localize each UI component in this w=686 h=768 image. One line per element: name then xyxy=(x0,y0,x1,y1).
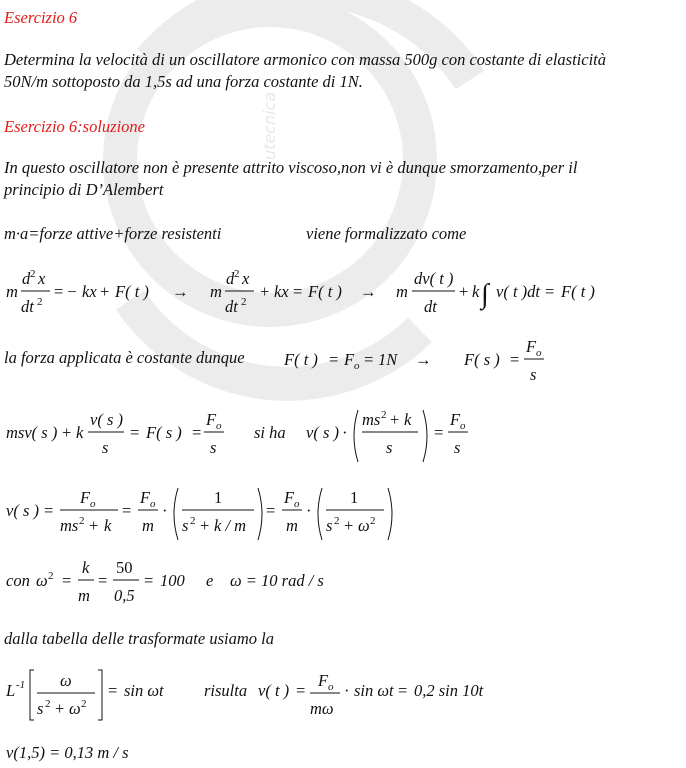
svg-text:m: m xyxy=(286,516,298,535)
svg-text:d: d xyxy=(22,269,31,288)
svg-text:o: o xyxy=(216,420,222,432)
svg-text:o: o xyxy=(90,498,96,510)
svg-text:1N: 1N xyxy=(378,350,398,369)
svg-text:s: s xyxy=(530,365,537,384)
svg-text:2: 2 xyxy=(30,268,36,280)
svg-text:dt: dt xyxy=(21,297,34,316)
equation-force xyxy=(0,332,686,392)
problem-line-2: 50N/m sottoposto da 1,5s ad una forza costante di 1N. xyxy=(4,72,363,91)
svg-text:v( s ): v( s ) xyxy=(6,501,39,520)
svg-text:+: + xyxy=(459,282,469,301)
svg-text:o: o xyxy=(354,360,360,372)
svg-text:1: 1 xyxy=(214,488,223,507)
svg-text:ω: ω xyxy=(36,571,48,590)
svg-text:s: s xyxy=(326,516,333,535)
svg-text:·: · xyxy=(344,681,350,700)
svg-text:=: = xyxy=(122,501,132,520)
svg-text:+: + xyxy=(390,410,400,429)
svg-text:2: 2 xyxy=(48,570,54,582)
svg-text:50: 50 xyxy=(116,558,133,577)
solution-title: Esercizio 6:soluzione xyxy=(4,117,145,136)
svg-text:=: = xyxy=(293,282,303,301)
svg-text:2: 2 xyxy=(37,296,43,308)
svg-text:-1: -1 xyxy=(16,679,26,691)
svg-text:+: + xyxy=(260,282,270,301)
svg-text:ms: ms xyxy=(60,516,79,535)
equation-motion xyxy=(0,262,686,322)
svg-text:2: 2 xyxy=(81,698,87,710)
svg-text:+: + xyxy=(200,516,210,535)
svg-text:F( t ): F( t ) xyxy=(308,282,342,301)
svg-text:ω: ω xyxy=(358,516,370,535)
final-result xyxy=(0,738,686,768)
svg-text:F: F xyxy=(450,410,461,429)
svg-text:=: = xyxy=(98,571,108,590)
svg-text:m: m xyxy=(210,282,222,301)
svg-text:o: o xyxy=(536,347,542,359)
svg-text:F( s ): F( s ) xyxy=(146,423,182,442)
svg-text:o: o xyxy=(328,681,334,693)
svg-text:k: k xyxy=(472,282,480,301)
svg-text:2: 2 xyxy=(381,409,387,421)
svg-text:k: k xyxy=(82,558,90,577)
svg-text:v( s ): v( s ) xyxy=(90,410,123,429)
svg-text:+: + xyxy=(344,516,354,535)
svg-text:→: → xyxy=(415,350,432,369)
svg-text:dt: dt xyxy=(225,297,238,316)
result-text: v(1,5) = 0,13 m / s xyxy=(6,743,129,762)
svg-text:kx: kx xyxy=(82,282,97,301)
risulta-text: risulta xyxy=(204,681,248,700)
exercise-title: Esercizio 6 xyxy=(4,8,78,27)
svg-text:ω: ω xyxy=(60,671,72,690)
svg-text:→: → xyxy=(360,282,377,301)
svg-text:=: = xyxy=(545,282,555,301)
svg-text:s: s xyxy=(210,438,217,457)
svg-text:=: = xyxy=(144,571,154,590)
svg-text:=: = xyxy=(192,423,202,442)
svg-text:m: m xyxy=(78,586,90,605)
svg-text:1: 1 xyxy=(350,488,359,507)
svg-text:2: 2 xyxy=(334,515,340,527)
law-statement: m·a=forze attive+forze resistenti xyxy=(4,224,222,243)
svg-text:F( s ): F( s ) xyxy=(464,350,500,369)
svg-text:·: · xyxy=(342,423,348,442)
svg-text:2: 2 xyxy=(241,296,247,308)
svg-text:x: x xyxy=(38,269,46,288)
svg-text:=: = xyxy=(108,681,118,700)
svg-text:+: + xyxy=(100,282,110,301)
svg-text:dt: dt xyxy=(424,297,437,316)
svg-text:F: F xyxy=(206,410,217,429)
svg-text:k / m: k / m xyxy=(214,516,247,535)
svg-text:=: = xyxy=(364,350,374,369)
svg-text:=: = xyxy=(266,501,276,520)
intro-line-2: principio di D’Alembert xyxy=(4,180,164,199)
svg-text:k: k xyxy=(104,516,112,535)
svg-text:v( t ): v( t ) xyxy=(258,681,290,700)
svg-text:kx: kx xyxy=(274,282,289,301)
svg-text:=: = xyxy=(296,681,306,700)
svg-text:v( s ): v( s ) xyxy=(306,423,339,442)
svg-text:s: s xyxy=(182,516,189,535)
equation-omega xyxy=(0,556,686,608)
table-text: dalla tabella delle trasformate usiamo la xyxy=(4,629,274,648)
svg-text:·: · xyxy=(306,501,312,520)
svg-text:F: F xyxy=(318,671,329,690)
svg-text:s: s xyxy=(102,438,109,457)
svg-text:L: L xyxy=(6,681,16,700)
svg-text:d: d xyxy=(226,269,235,288)
svg-text:100: 100 xyxy=(160,571,185,590)
svg-text:s: s xyxy=(454,438,461,457)
svg-text:·: · xyxy=(162,501,168,520)
svg-text:x: x xyxy=(242,269,250,288)
svg-text:=: = xyxy=(62,571,72,590)
equation-inverse xyxy=(0,664,686,724)
svg-text:2: 2 xyxy=(190,515,196,527)
equation-laplace xyxy=(0,404,686,468)
svg-text:dv( t ): dv( t ) xyxy=(414,269,454,288)
svg-text:F: F xyxy=(284,488,295,507)
svg-text:v( t )dt: v( t )dt xyxy=(496,282,540,301)
svg-text:s: s xyxy=(37,699,44,718)
svg-text:s: s xyxy=(386,438,393,457)
svg-text:+: + xyxy=(89,516,99,535)
intro-line-1: In questo oscillatore non è presente attrito viscoso,non vi è dunque smorzamento,per il xyxy=(4,158,578,177)
svg-text:→: → xyxy=(172,282,189,301)
svg-text:=: = xyxy=(44,501,54,520)
svg-text:F: F xyxy=(140,488,151,507)
svg-text:2: 2 xyxy=(234,268,240,280)
svg-text:=: = xyxy=(398,681,408,700)
svg-text:sin ωt: sin ωt xyxy=(124,681,164,700)
svg-text:∫: ∫ xyxy=(481,279,489,310)
svg-text:ms: ms xyxy=(362,410,381,429)
svg-text:sin ωt: sin ωt xyxy=(354,681,394,700)
svg-text:=: = xyxy=(329,350,339,369)
svg-text:m: m xyxy=(6,282,18,301)
equation-velocity xyxy=(0,478,686,542)
law-note: viene formalizzato come xyxy=(306,224,467,243)
svg-text:F: F xyxy=(344,350,355,369)
svg-text:+: + xyxy=(62,423,72,442)
svg-text:k: k xyxy=(404,410,412,429)
svg-text:o: o xyxy=(460,420,466,432)
svg-text:ω: ω xyxy=(69,699,81,718)
svg-text:F( t ): F( t ) xyxy=(561,282,595,301)
si-ha-text: si ha xyxy=(254,423,286,442)
svg-text:= −: = − xyxy=(54,282,77,301)
force-text: la forza applicata è costante dunque xyxy=(4,348,245,367)
watermark-text: utecnica xyxy=(260,91,279,160)
svg-text:o: o xyxy=(294,498,300,510)
svg-text:msv( s ): msv( s ) xyxy=(6,423,58,442)
svg-text:0,2 sin 10t: 0,2 sin 10t xyxy=(414,681,484,700)
omega-value: ω = 10 rad / s xyxy=(230,571,324,590)
svg-text:o: o xyxy=(150,498,156,510)
svg-text:=: = xyxy=(130,423,140,442)
svg-text:k: k xyxy=(76,423,84,442)
svg-text:0,5: 0,5 xyxy=(114,586,135,605)
svg-text:=: = xyxy=(510,350,520,369)
svg-text:mω: mω xyxy=(310,699,334,718)
svg-text:m: m xyxy=(396,282,408,301)
svg-text:m: m xyxy=(142,516,154,535)
con-text: con xyxy=(6,571,30,590)
svg-text:2: 2 xyxy=(79,515,85,527)
svg-text:+: + xyxy=(55,699,65,718)
svg-text:F: F xyxy=(526,337,537,356)
e-text: e xyxy=(206,571,214,590)
problem-line-1: Determina la velocità di un oscillatore armonico con massa 500g con costante di elasticità xyxy=(4,50,607,69)
svg-text:F( t ): F( t ) xyxy=(115,282,149,301)
svg-text:F: F xyxy=(80,488,91,507)
svg-text:=: = xyxy=(434,423,444,442)
svg-text:2: 2 xyxy=(45,698,51,710)
svg-text:F( t ): F( t ) xyxy=(284,350,318,369)
svg-text:2: 2 xyxy=(370,515,376,527)
